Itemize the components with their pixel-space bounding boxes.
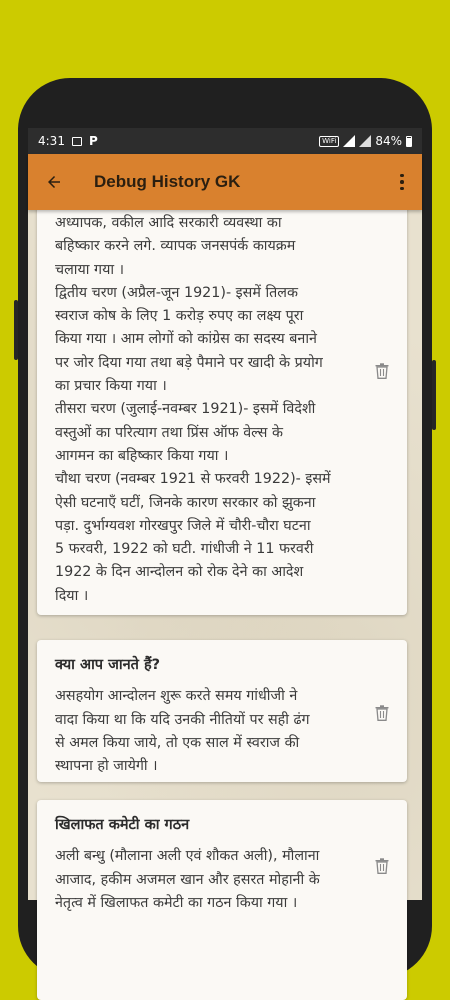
card-text-line: आजाद, हकीम अजमल खान और हसरत मोहानी के	[55, 871, 320, 888]
list-item	[37, 190, 407, 615]
content-list[interactable]	[28, 210, 422, 911]
status-time: 4:31	[38, 134, 65, 148]
list-item	[37, 640, 407, 782]
card-text-line: वादा किया था कि यदि उनकी नीतियों पर सही ढंग	[55, 711, 310, 728]
card-text-line: नेतृत्व में खिलाफत कमेटी का गठन किया गया ।	[55, 894, 298, 911]
signal-icon	[343, 135, 355, 147]
card-text-line: 5 फरवरी, 1922 को घटी. गांधीजी ने 11 फरवरी	[55, 541, 314, 558]
card-text-line: स्थापना हो जायेगी ।	[55, 758, 158, 775]
card-title: क्या आप जानते हैं?	[55, 657, 161, 673]
back-button[interactable]	[28, 154, 80, 210]
card-text-line: अध्यापक, वकील आदि सरकारी व्यवस्था का	[55, 215, 282, 231]
card-text-line: पर जोर दिया गया तथा बड़े पैमाने पर खादी के प्रयोग	[55, 354, 323, 371]
arrow-back-icon	[45, 173, 63, 191]
trash-icon[interactable]	[375, 705, 389, 721]
list-item	[37, 800, 407, 1000]
card-title: खिलाफत कमेटी का गठन	[55, 817, 190, 833]
phone-side-button	[432, 360, 436, 430]
card-text-line: पड़ा. दुर्भाग्यवश गोरखपुर जिले में चौरी-चौरा घटना	[55, 517, 311, 534]
card-text-line: 1922 के दिन आन्दोलन को रोक देने का आदेश	[55, 564, 304, 581]
battery-icon	[406, 136, 412, 147]
more-vert-icon	[400, 174, 404, 178]
card-text-line: चलाया गया ।	[55, 261, 125, 278]
card-text-line: दिया ।	[55, 587, 89, 604]
card-text-line: वस्तुओं का परित्याग तथा प्रिंस ऑफ वेल्स के	[55, 424, 283, 441]
card-text-line: स्वराज कोष के लिए 1 करोड़ रुपए का लक्ष्य पूरा	[55, 308, 304, 325]
card-text	[55, 814, 355, 915]
card-text-line: चौथा चरण (नवम्बर 1921 से फरवरी 1922)- इसमें	[55, 471, 331, 488]
card-text-line: बहिष्कार करने लगे. व्यापक जनसपंर्क कायक्रम	[55, 238, 296, 255]
card-text-line: असहयोग आन्दोलन शुरू करते समय गांधीजी ने	[55, 688, 298, 705]
card-text	[55, 654, 355, 778]
phone-screen	[28, 128, 422, 911]
image-notification-icon	[72, 137, 82, 146]
more-options-button[interactable]	[382, 154, 422, 210]
signal-icon	[359, 135, 371, 147]
card-text-line: अली बन्धु (मौलाना अली एवं शौकत अली), मौलाना	[55, 848, 320, 865]
battery-percent: 84%	[375, 134, 402, 148]
trash-icon[interactable]	[375, 363, 389, 379]
card-text-line: आगमन का बहिष्कार किया गया ।	[55, 447, 229, 464]
card-text-line: द्वितीय चरण (अप्रैल-जून 1921)- इसमें तिलक	[55, 284, 298, 301]
wifi-icon: WiFi	[319, 136, 339, 147]
card-text-line: ऐसी घटनाएँ घटीं, जिनके कारण सरकार को झुकना	[55, 494, 316, 511]
trash-icon[interactable]	[375, 858, 389, 874]
card-text-line: किया गया । आम लोगों को कांग्रेस का सदस्य बनाने	[55, 331, 317, 348]
card-text	[55, 212, 355, 608]
page-title: Debug History GK	[94, 172, 241, 191]
card-text-line: से अमल किया जाये, तो एक साल में स्वराज की	[55, 734, 300, 751]
app-bar	[28, 154, 422, 210]
parking-notification-icon: P	[88, 134, 98, 148]
status-bar	[28, 128, 422, 154]
card-text-line: का प्रचार किया गया ।	[55, 378, 167, 395]
card-text-line: तीसरा चरण (जुलाई-नवम्बर 1921)- इसमें विदेशी	[55, 401, 316, 418]
